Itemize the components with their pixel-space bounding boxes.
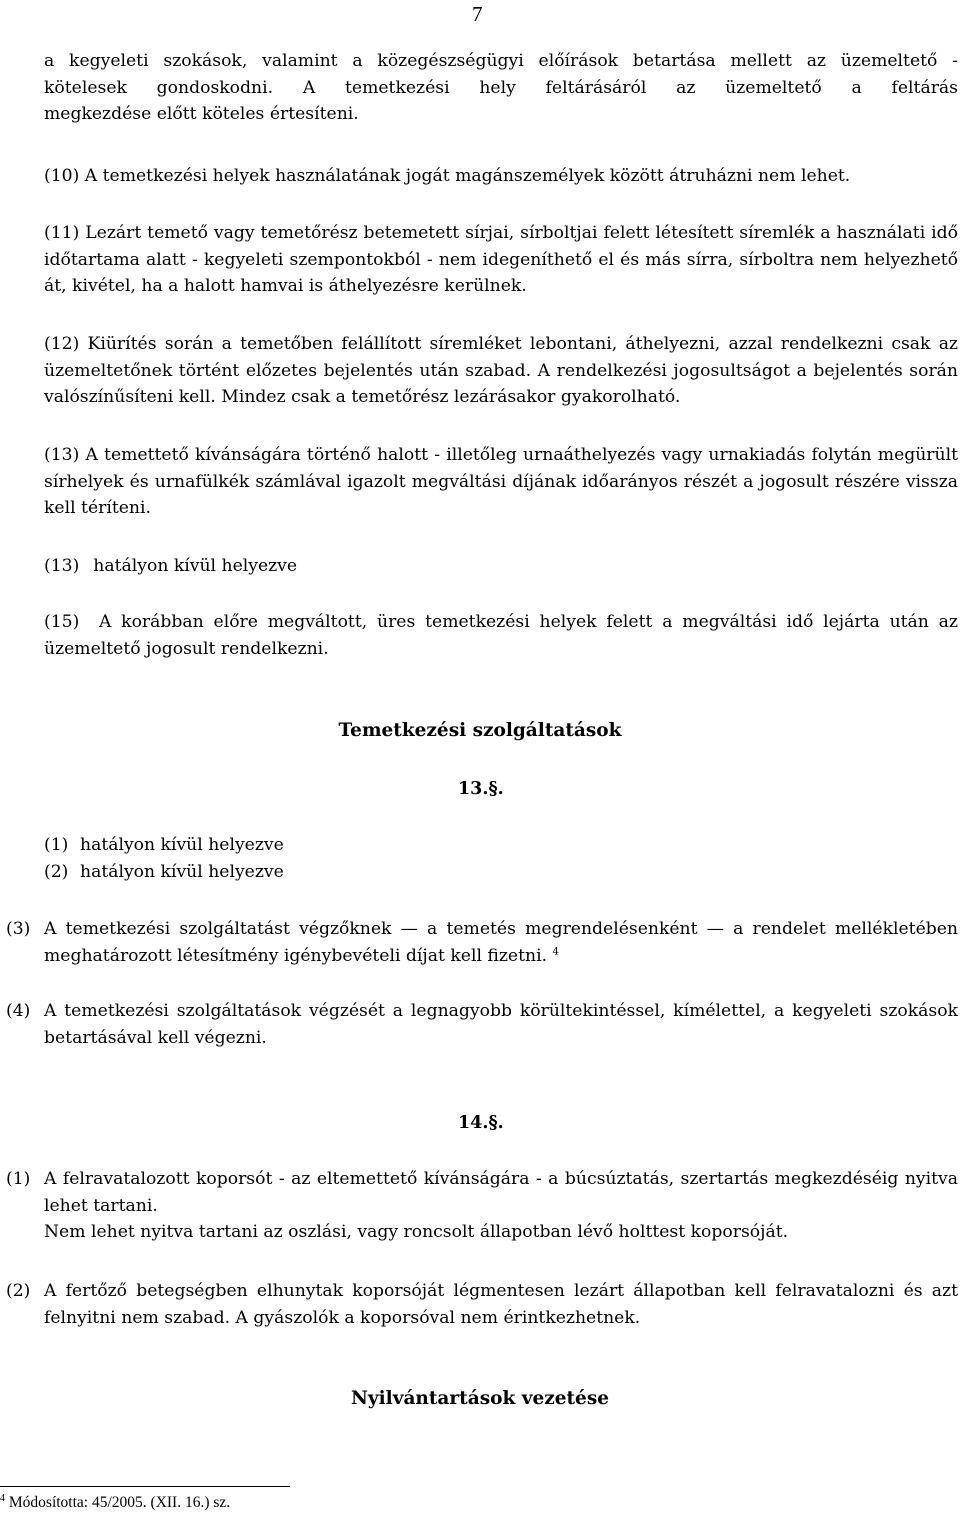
list-item: [44, 859, 958, 886]
item-number: (1): [44, 835, 69, 855]
section-13-label: 13.§.: [458, 779, 504, 799]
paragraph-number: (15): [44, 612, 80, 632]
intro-line: kötelesek gondoskodni. A temetkezési hely feltárásáról az üzemeltető a feltárás: [44, 77, 958, 98]
paragraph-15: [44, 609, 958, 662]
intro-line: megkezdése előtt köteles értesíteni.: [44, 104, 359, 124]
section-heading-records: Nyilvántartások vezetése: [350, 1388, 610, 1409]
item-number: (2): [6, 1281, 31, 1301]
footnote: [0, 1494, 230, 1512]
paragraph-number: (13): [44, 556, 80, 576]
list-item: [6, 1278, 958, 1331]
item-text: hatályon kívül helyezve: [80, 861, 284, 882]
paragraph-10: [44, 163, 958, 190]
paragraph-13-text: (13) A temettető kívánságára történő halott - illetőleg urnaáthelyezés vagy urnakiadás folytán megürült sírhelyek és urnafülkék számlával igazolt megváltási díjának időarányos részét a jogosult részére vissza kell téríteni.: [44, 445, 958, 518]
section-14-item-2: [6, 1278, 958, 1331]
item-text: A temetkezési szolgáltatások végzését a legnagyobb körültekintéssel, kímélettel, a kegyeleti szokások betartásával kell végezni.: [44, 1001, 958, 1048]
section-14-label: 14.§.: [458, 1113, 504, 1133]
paragraph-13: [44, 442, 958, 522]
footnote-divider: [0, 1486, 290, 1487]
item-number: (3): [6, 919, 31, 939]
page-number: 7: [472, 2, 483, 26]
footnote-mark: 4: [0, 1492, 5, 1504]
section-13-item-4: [6, 998, 958, 1051]
list-item: [6, 998, 958, 1051]
item-text: hatályon kívül helyezve: [80, 835, 284, 855]
item-text: A temetkezési szolgáltatást végzőknek — a temetés megrendelésenként — a rendelet mellékletében meghatározott létesítmény igénybevételi díjat kell fizetni.: [44, 919, 958, 966]
footnote-reference[interactable]: 4: [552, 945, 559, 957]
intro-paragraph: [44, 48, 958, 128]
list-item: [44, 832, 958, 859]
item-text: A fertőző betegségben elhunytak koporsóját légmentesen lezárt állapotban kell felravatalozni és azt felnyitni nem szabad. A gyászolók a koporsóval nem érintkezhetnek.: [44, 1281, 958, 1328]
footnote-text: Módosította: 45/2005. (XII. 16.) sz.: [8, 1494, 231, 1511]
paragraph-13-repealed: [44, 553, 958, 580]
paragraph-11-text: (11) Lezárt temető vagy temetőrész betemetett sírjai, sírboltjai felett létesített síremlék a használati idő időtartama alatt - kegyeleti szempontokból - nem idegeníthető el és más sírra, sírboltra nem helyezhető át, kivétel, ha a halott hamvai is áthelyezésre kerülnek.: [44, 223, 958, 296]
item-number: (1): [6, 1169, 31, 1189]
item-number: (2): [44, 861, 69, 882]
item-text: A felravatalozott koporsót - az eltemettető kívánságára - a búcsúztatás, szertartás megkezdéséig nyitva lehet tartani.: [44, 1169, 958, 1216]
item-number: (4): [6, 1001, 31, 1021]
paragraph-12: [44, 331, 958, 411]
paragraph-10-text: (10) A temetkezési helyek használatának jogát magánszemélyek között átruházni nem lehet.: [44, 166, 851, 186]
intro-line: a kegyeleti szokások, valamint a közegészségügyi előírások betartása mellett az üzemeltető -: [44, 51, 958, 71]
section-13-items-1-2: [44, 832, 958, 885]
paragraph-12-text: (12) Kiürítés során a temetőben felállított síremléket lebontani, áthelyezni, azzal rendelkezni csak az üzemeltetőnek történt előzetes bejelentés után szabad. A rendelkezési jogosultságot a bejelentés során valószínűsíteni kell. Mindez csak a temetőrész lezárásakor gyakorolható.: [44, 334, 958, 407]
section-13-item-3: [6, 916, 958, 969]
item-text-continued: Nem lehet nyitva tartani az oszlási, vagy roncsolt állapotban lévő holttest koporsóját.: [44, 1222, 789, 1242]
paragraph-text: hatályon kívül helyezve: [93, 556, 298, 576]
section-14-item-1: [6, 1166, 958, 1246]
paragraph-11: [44, 220, 958, 300]
list-item: [6, 916, 958, 969]
section-heading-funeral-services: Temetkezési szolgáltatások: [338, 720, 622, 741]
list-item: [6, 1166, 958, 1246]
paragraph-text: A korábban előre megváltott, üres temetkezési helyek felett a megváltási idő lejárta után az üzemeltető jogosult rendelkezni.: [44, 612, 958, 659]
